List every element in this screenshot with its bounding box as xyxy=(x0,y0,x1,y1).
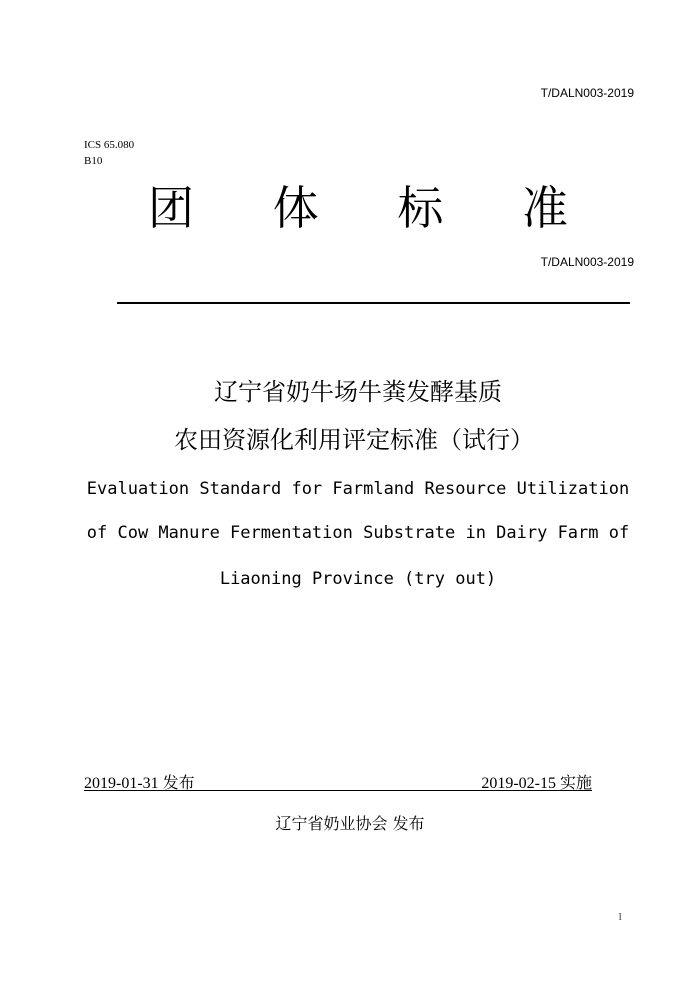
document-type-char: 标 xyxy=(397,181,444,235)
document-code: T/DALN003-2019 xyxy=(540,255,634,269)
category-code: B10 xyxy=(84,155,103,167)
page-number: I xyxy=(618,911,622,923)
document-type-char: 准 xyxy=(521,181,568,235)
english-title-line-1: Evaluation Standard for Farmland Resource Utilization xyxy=(86,479,630,499)
chinese-title-line-2: 农田资源化利用评定标准（试行） xyxy=(174,426,534,454)
document-type-char: 团 xyxy=(148,181,194,235)
english-title-line-3: Liaoning Province (try out) xyxy=(219,569,497,589)
publisher: 辽宁省奶业协会 发布 xyxy=(275,814,425,833)
date-row xyxy=(84,770,592,791)
document-code-top: T/DALN003-2019 xyxy=(540,86,634,100)
document-type-title xyxy=(148,180,568,236)
header-divider xyxy=(117,302,630,304)
document-type-char: 体 xyxy=(272,181,319,235)
chinese-title-line-1: 辽宁省奶牛场牛粪发酵基质 xyxy=(214,378,502,406)
effective-date: 2019-02-15 实施 xyxy=(481,775,592,792)
english-title-line-2: of Cow Manure Fermentation Substrate in Dairy Farm of xyxy=(86,523,630,543)
ics-code: ICS 65.080 xyxy=(84,139,135,151)
classification-block xyxy=(84,137,134,169)
publish-date: 2019-01-31 发布 xyxy=(84,775,195,792)
